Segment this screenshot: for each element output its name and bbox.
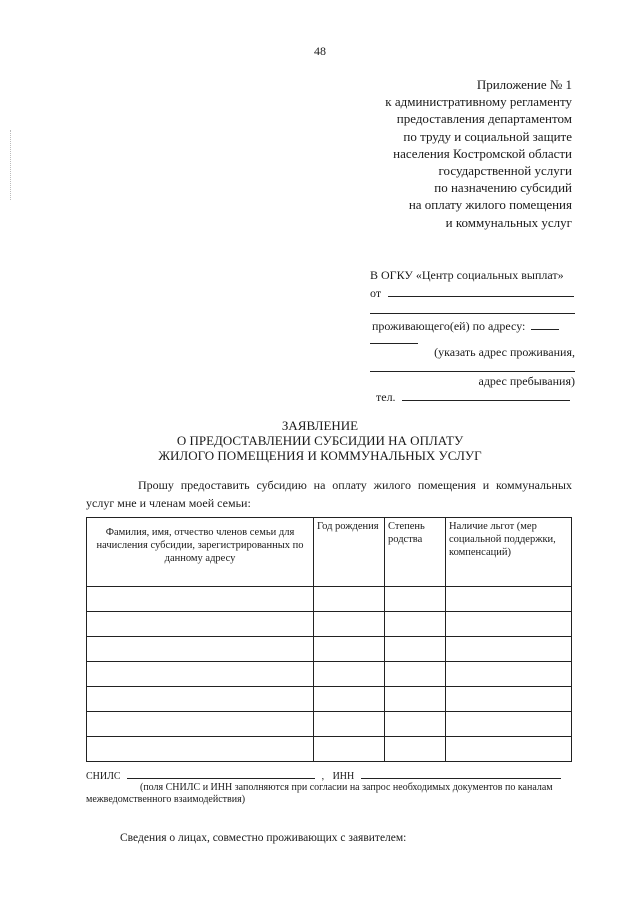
cell-relation[interactable] bbox=[385, 612, 446, 637]
phone-field[interactable] bbox=[402, 390, 570, 401]
cell-birth-year[interactable] bbox=[314, 687, 385, 712]
document-title bbox=[0, 418, 640, 463]
intro-text: Прошу предоставить субсидию на оплату жилого помещения и коммунальных услуг мне и членам моей семьи: bbox=[86, 478, 572, 510]
appendix-line: предоставления департаментом bbox=[396, 111, 572, 127]
from-row bbox=[370, 286, 575, 301]
cell-birth-year[interactable] bbox=[314, 662, 385, 687]
cell-birth-year[interactable] bbox=[314, 637, 385, 662]
inn-field[interactable] bbox=[361, 770, 561, 779]
cell-relation[interactable] bbox=[385, 637, 446, 662]
snils-inn-note bbox=[86, 782, 572, 806]
table-header-row bbox=[87, 518, 572, 587]
cell-benefits[interactable] bbox=[446, 612, 572, 637]
cell-full-name[interactable] bbox=[87, 612, 314, 637]
address-line-1[interactable] bbox=[370, 313, 575, 314]
cohabitants-heading: Сведения о лицах, совместно проживающих с заявителем: bbox=[120, 832, 407, 844]
cell-benefits[interactable] bbox=[446, 737, 572, 762]
header-benefits: Наличие льгот (мер социальной поддержки, компенсаций) bbox=[446, 518, 572, 587]
appendix-line: к административному регламенту bbox=[385, 94, 572, 110]
cell-benefits[interactable] bbox=[446, 637, 572, 662]
page-number: 48 bbox=[314, 44, 326, 58]
address-hint-1: (указать адрес проживания, bbox=[434, 345, 575, 359]
cell-birth-year[interactable] bbox=[314, 712, 385, 737]
cell-relation[interactable] bbox=[385, 687, 446, 712]
appendix-header bbox=[312, 76, 572, 231]
appendix-line: государственной услуги bbox=[438, 163, 572, 179]
cell-benefits[interactable] bbox=[446, 587, 572, 612]
intro-paragraph bbox=[86, 476, 572, 512]
cell-benefits[interactable] bbox=[446, 687, 572, 712]
inn-label: ИНН bbox=[332, 771, 355, 782]
phone-row bbox=[376, 390, 581, 405]
cell-birth-year[interactable] bbox=[314, 737, 385, 762]
cell-full-name[interactable] bbox=[87, 662, 314, 687]
address-line-2[interactable] bbox=[370, 343, 418, 344]
table-row bbox=[87, 587, 572, 612]
snils-inn-row: СНИЛС , ИНН bbox=[86, 770, 572, 782]
appendix-line: и коммунальных услуг bbox=[445, 214, 572, 230]
scan-edge-marks bbox=[10, 130, 12, 200]
appendix-line: Приложение № 1 bbox=[476, 77, 572, 92]
cell-relation[interactable] bbox=[385, 737, 446, 762]
from-label: от bbox=[370, 286, 382, 300]
addressee-to: В ОГКУ «Центр социальных выплат» bbox=[370, 268, 564, 282]
cell-full-name[interactable] bbox=[87, 712, 314, 737]
appendix-line: по назначению субсидий bbox=[434, 180, 572, 196]
header-relation: Степень родства bbox=[385, 518, 446, 587]
cell-relation[interactable] bbox=[385, 587, 446, 612]
table-row bbox=[87, 662, 572, 687]
title-line: ЗАЯВЛЕНИЕ bbox=[281, 418, 359, 433]
title-line: ЖИЛОГО ПОМЕЩЕНИЯ И КОММУНАЛЬНЫХ УСЛУГ bbox=[158, 448, 482, 463]
residing-label: проживающего(ей) по адресу: bbox=[372, 319, 526, 333]
phone-label: тел. bbox=[376, 390, 396, 404]
title-line: О ПРЕДОСТАВЛЕНИИ СУБСИДИИ НА ОПЛАТУ bbox=[176, 433, 464, 448]
appendix-line: на оплату жилого помещения bbox=[408, 197, 572, 213]
cell-full-name[interactable] bbox=[87, 687, 314, 712]
cell-benefits[interactable] bbox=[446, 712, 572, 737]
cell-relation[interactable] bbox=[385, 662, 446, 687]
snils-label: СНИЛС bbox=[86, 771, 121, 782]
table-row bbox=[87, 737, 572, 762]
appendix-line: по труду и социальной защите bbox=[403, 128, 572, 144]
cell-full-name[interactable] bbox=[87, 737, 314, 762]
table-row bbox=[87, 687, 572, 712]
table-row bbox=[87, 712, 572, 737]
snils-field[interactable] bbox=[127, 770, 315, 779]
cell-birth-year[interactable] bbox=[314, 612, 385, 637]
appendix-line: населения Костромской области bbox=[393, 145, 572, 161]
table-row bbox=[87, 612, 572, 637]
cell-relation[interactable] bbox=[385, 712, 446, 737]
address-hint-2: адрес пребывания) bbox=[478, 374, 575, 388]
header-birth-year: Год рождения bbox=[314, 518, 385, 587]
cell-full-name[interactable] bbox=[87, 587, 314, 612]
family-members-table bbox=[86, 517, 572, 762]
header-full-name: Фамилия, имя, отчество членов семьи для начисления субсидии, зарегистрированных по данному адресу bbox=[87, 518, 314, 587]
from-field[interactable] bbox=[388, 286, 574, 297]
address-line-3[interactable] bbox=[370, 371, 575, 372]
residing-row bbox=[370, 319, 575, 334]
cell-birth-year[interactable] bbox=[314, 587, 385, 612]
table-row bbox=[87, 637, 572, 662]
residing-field[interactable] bbox=[531, 319, 559, 330]
cell-full-name[interactable] bbox=[87, 637, 314, 662]
cell-benefits[interactable] bbox=[446, 662, 572, 687]
note-text: (поля СНИЛС и ИНН заполняются при согласии на запрос необходимых документов по каналам межведомственного взаимодействия) bbox=[86, 782, 553, 805]
